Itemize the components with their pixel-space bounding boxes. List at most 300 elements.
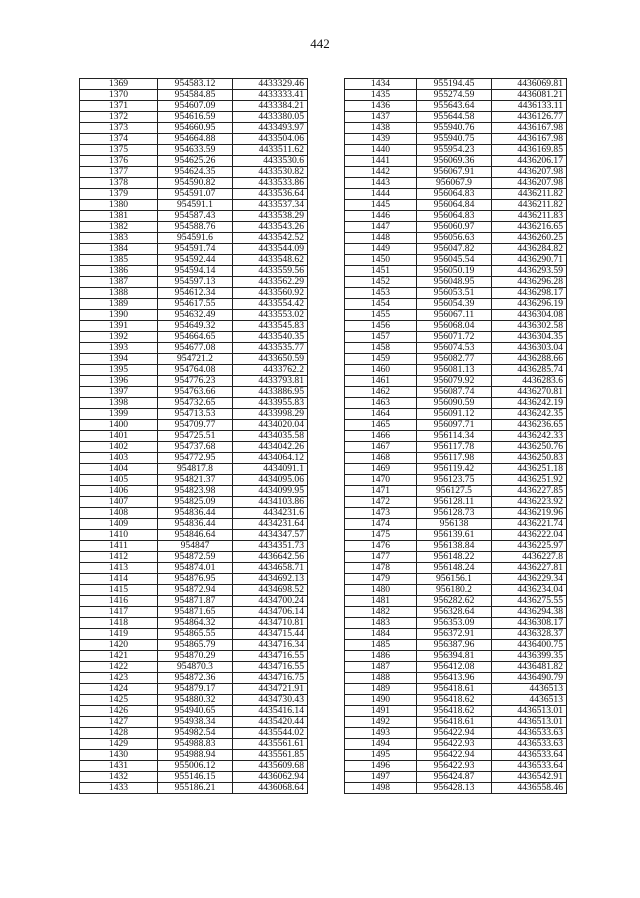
- point-number: 1466: [345, 431, 417, 442]
- coordinates-table-left: [79, 78, 308, 794]
- x-coordinate: 954880.32: [158, 695, 233, 706]
- x-coordinate: 956067.11: [417, 310, 492, 321]
- table-row: [80, 266, 308, 277]
- point-number: 1425: [80, 695, 158, 706]
- y-coordinate: 4436399.35: [492, 651, 567, 662]
- x-coordinate: 956053.51: [417, 288, 492, 299]
- y-coordinate: 4433536.64: [233, 189, 308, 200]
- point-number: 1496: [345, 761, 417, 772]
- point-number: 1498: [345, 783, 417, 794]
- x-coordinate: 954607.09: [158, 101, 233, 112]
- table-row: [80, 222, 308, 233]
- table-row: [80, 464, 308, 475]
- y-coordinate: 4436400.75: [492, 640, 567, 651]
- point-number: 1458: [345, 343, 417, 354]
- table-row: [345, 640, 567, 651]
- x-coordinate: 956127.5: [417, 486, 492, 497]
- table-row: [345, 398, 567, 409]
- table-row: [345, 574, 567, 585]
- table-row: [80, 420, 308, 431]
- x-coordinate: 954616.59: [158, 112, 233, 123]
- table-row: [80, 728, 308, 739]
- x-coordinate: 956081.13: [417, 365, 492, 376]
- x-coordinate: 956064.83: [417, 189, 492, 200]
- y-coordinate: 4436533.63: [492, 728, 567, 739]
- y-coordinate: 4436216.65: [492, 222, 567, 233]
- x-coordinate: 954725.51: [158, 431, 233, 442]
- x-coordinate: 954940.65: [158, 706, 233, 717]
- point-number: 1391: [80, 321, 158, 332]
- coordinates-table-right-body: [345, 79, 567, 794]
- x-coordinate: 956064.84: [417, 200, 492, 211]
- x-coordinate: 956045.54: [417, 255, 492, 266]
- table-row: [345, 486, 567, 497]
- x-coordinate: 956372.91: [417, 629, 492, 640]
- y-coordinate: 4433530.82: [233, 167, 308, 178]
- point-number: 1426: [80, 706, 158, 717]
- page-number: 442: [310, 36, 330, 51]
- point-number: 1454: [345, 299, 417, 310]
- x-coordinate: 954612.34: [158, 288, 233, 299]
- y-coordinate: 4436062.94: [233, 772, 308, 783]
- table-row: [80, 288, 308, 299]
- y-coordinate: 4433998.29: [233, 409, 308, 420]
- x-coordinate: 954660.95: [158, 123, 233, 134]
- x-coordinate: 954591.6: [158, 233, 233, 244]
- y-coordinate: 4434658.71: [233, 563, 308, 574]
- point-number: 1483: [345, 618, 417, 629]
- y-coordinate: 4436126.77: [492, 112, 567, 123]
- y-coordinate: 4436513: [492, 684, 567, 695]
- point-number: 1459: [345, 354, 417, 365]
- y-coordinate: 4436513.01: [492, 706, 567, 717]
- x-coordinate: 954625.26: [158, 156, 233, 167]
- y-coordinate: 4436304.08: [492, 310, 567, 321]
- y-coordinate: 4436250.76: [492, 442, 567, 453]
- y-coordinate: 4433562.29: [233, 277, 308, 288]
- point-number: 1442: [345, 167, 417, 178]
- x-coordinate: 954721.2: [158, 354, 233, 365]
- x-coordinate: 954713.53: [158, 409, 233, 420]
- table-row: [345, 684, 567, 695]
- x-coordinate: 956054.39: [417, 299, 492, 310]
- point-number: 1394: [80, 354, 158, 365]
- point-number: 1378: [80, 178, 158, 189]
- x-coordinate: 954624.35: [158, 167, 233, 178]
- y-coordinate: 4436081.21: [492, 90, 567, 101]
- point-number: 1486: [345, 651, 417, 662]
- point-number: 1383: [80, 233, 158, 244]
- table-row: [345, 134, 567, 145]
- table-row: [80, 299, 308, 310]
- y-coordinate: 4436558.46: [492, 783, 567, 794]
- table-row: [345, 90, 567, 101]
- x-coordinate: 956087.74: [417, 387, 492, 398]
- point-number: 1400: [80, 420, 158, 431]
- x-coordinate: 955186.21: [158, 783, 233, 794]
- y-coordinate: 4436225.97: [492, 541, 567, 552]
- point-number: 1395: [80, 365, 158, 376]
- x-coordinate: 954871.65: [158, 607, 233, 618]
- point-number: 1403: [80, 453, 158, 464]
- table-row: [80, 684, 308, 695]
- table-row: [345, 266, 567, 277]
- point-number: 1429: [80, 739, 158, 750]
- point-number: 1461: [345, 376, 417, 387]
- x-coordinate: 956117.78: [417, 442, 492, 453]
- table-row: [345, 343, 567, 354]
- y-coordinate: 4433955.83: [233, 398, 308, 409]
- table-row: [80, 453, 308, 464]
- y-coordinate: 4436222.04: [492, 530, 567, 541]
- y-coordinate: 4436227.85: [492, 486, 567, 497]
- y-coordinate: 4433538.29: [233, 211, 308, 222]
- table-row: [345, 288, 567, 299]
- point-number: 1373: [80, 123, 158, 134]
- y-coordinate: 4436227.8: [492, 552, 567, 563]
- x-coordinate: 954870.29: [158, 651, 233, 662]
- x-coordinate: 954632.49: [158, 310, 233, 321]
- x-coordinate: 954865.79: [158, 640, 233, 651]
- x-coordinate: 954597.13: [158, 277, 233, 288]
- point-number: 1490: [345, 695, 417, 706]
- x-coordinate: 956422.94: [417, 728, 492, 739]
- point-number: 1409: [80, 519, 158, 530]
- table-row: [80, 431, 308, 442]
- table-row: [80, 618, 308, 629]
- point-number: 1456: [345, 321, 417, 332]
- table-row: [345, 673, 567, 684]
- table-row: [345, 739, 567, 750]
- x-coordinate: 954592.44: [158, 255, 233, 266]
- y-coordinate: 4436169.85: [492, 145, 567, 156]
- table-row: [80, 255, 308, 266]
- x-coordinate: 954817.8: [158, 464, 233, 475]
- table-row: [80, 244, 308, 255]
- y-coordinate: 4436242.35: [492, 409, 567, 420]
- y-coordinate: 4433545.83: [233, 321, 308, 332]
- point-number: 1397: [80, 387, 158, 398]
- point-number: 1386: [80, 266, 158, 277]
- point-number: 1451: [345, 266, 417, 277]
- table-row: [345, 750, 567, 761]
- point-number: 1411: [80, 541, 158, 552]
- y-coordinate: 4434351.73: [233, 541, 308, 552]
- table-row: [80, 596, 308, 607]
- table-row: [345, 651, 567, 662]
- y-coordinate: 4436533.64: [492, 750, 567, 761]
- y-coordinate: 4433650.59: [233, 354, 308, 365]
- x-coordinate: 956082.77: [417, 354, 492, 365]
- y-coordinate: 4434716.75: [233, 673, 308, 684]
- point-number: 1479: [345, 574, 417, 585]
- y-coordinate: 4434231.64: [233, 519, 308, 530]
- point-number: 1469: [345, 464, 417, 475]
- x-coordinate: 956079.92: [417, 376, 492, 387]
- point-number: 1441: [345, 156, 417, 167]
- point-number: 1419: [80, 629, 158, 640]
- point-number: 1371: [80, 101, 158, 112]
- y-coordinate: 4435416.14: [233, 706, 308, 717]
- x-coordinate: 956387.96: [417, 640, 492, 651]
- y-coordinate: 4436207.98: [492, 178, 567, 189]
- x-coordinate: 956353.09: [417, 618, 492, 629]
- point-number: 1417: [80, 607, 158, 618]
- x-coordinate: 956418.61: [417, 684, 492, 695]
- table-row: [345, 783, 567, 794]
- y-coordinate: 4436223.92: [492, 497, 567, 508]
- point-number: 1387: [80, 277, 158, 288]
- x-coordinate: 956047.82: [417, 244, 492, 255]
- point-number: 1457: [345, 332, 417, 343]
- point-number: 1447: [345, 222, 417, 233]
- x-coordinate: 956097.71: [417, 420, 492, 431]
- x-coordinate: 954870.3: [158, 662, 233, 673]
- x-coordinate: 954709.77: [158, 420, 233, 431]
- x-coordinate: 955643.64: [417, 101, 492, 112]
- x-coordinate: 954588.76: [158, 222, 233, 233]
- table-row: [80, 519, 308, 530]
- x-coordinate: 956114.34: [417, 431, 492, 442]
- point-number: 1421: [80, 651, 158, 662]
- x-coordinate: 954864.32: [158, 618, 233, 629]
- y-coordinate: 4436221.74: [492, 519, 567, 530]
- x-coordinate: 954764.08: [158, 365, 233, 376]
- point-number: 1377: [80, 167, 158, 178]
- table-row: [80, 651, 308, 662]
- x-coordinate: 954584.85: [158, 90, 233, 101]
- x-coordinate: 955940.76: [417, 123, 492, 134]
- x-coordinate: 954664.88: [158, 134, 233, 145]
- point-number: 1464: [345, 409, 417, 420]
- table-row: [80, 772, 308, 783]
- table-row: [80, 365, 308, 376]
- y-coordinate: 4435609.68: [233, 761, 308, 772]
- point-number: 1476: [345, 541, 417, 552]
- table-row: [345, 409, 567, 420]
- y-coordinate: 4434103.86: [233, 497, 308, 508]
- table-row: [345, 222, 567, 233]
- x-coordinate: 954871.87: [158, 596, 233, 607]
- x-coordinate: 954763.66: [158, 387, 233, 398]
- point-number: 1487: [345, 662, 417, 673]
- table-row: [80, 79, 308, 90]
- y-coordinate: 4436211.83: [492, 211, 567, 222]
- y-coordinate: 4436513: [492, 695, 567, 706]
- coordinates-table-left-body: [80, 79, 308, 794]
- y-coordinate: 4433560.92: [233, 288, 308, 299]
- table-row: [80, 739, 308, 750]
- x-coordinate: 956067.9: [417, 178, 492, 189]
- y-coordinate: 4433762.2: [233, 365, 308, 376]
- point-number: 1434: [345, 79, 417, 90]
- point-number: 1440: [345, 145, 417, 156]
- x-coordinate: 954633.59: [158, 145, 233, 156]
- x-coordinate: 956123.75: [417, 475, 492, 486]
- table-row: [345, 211, 567, 222]
- x-coordinate: 956128.73: [417, 508, 492, 519]
- point-number: 1445: [345, 200, 417, 211]
- x-coordinate: 954988.94: [158, 750, 233, 761]
- x-coordinate: 956138.84: [417, 541, 492, 552]
- table-row: [345, 541, 567, 552]
- coordinates-table-right: [344, 78, 567, 794]
- table-row: [80, 409, 308, 420]
- point-number: 1472: [345, 497, 417, 508]
- y-coordinate: 4433559.56: [233, 266, 308, 277]
- table-row: [80, 442, 308, 453]
- x-coordinate: 956139.61: [417, 530, 492, 541]
- y-coordinate: 4436167.98: [492, 123, 567, 134]
- point-number: 1385: [80, 255, 158, 266]
- point-number: 1467: [345, 442, 417, 453]
- point-number: 1374: [80, 134, 158, 145]
- x-coordinate: 956060.97: [417, 222, 492, 233]
- table-row: [345, 453, 567, 464]
- point-number: 1470: [345, 475, 417, 486]
- y-coordinate: 4436250.83: [492, 453, 567, 464]
- point-number: 1412: [80, 552, 158, 563]
- x-coordinate: 954617.55: [158, 299, 233, 310]
- point-number: 1405: [80, 475, 158, 486]
- table-row: [80, 563, 308, 574]
- x-coordinate: 956328.64: [417, 607, 492, 618]
- table-row: [80, 178, 308, 189]
- y-coordinate: 4436490.79: [492, 673, 567, 684]
- table-row: [80, 783, 308, 794]
- point-number: 1420: [80, 640, 158, 651]
- point-number: 1485: [345, 640, 417, 651]
- point-number: 1443: [345, 178, 417, 189]
- x-coordinate: 956180.2: [417, 585, 492, 596]
- x-coordinate: 956148.22: [417, 552, 492, 563]
- table-row: [345, 310, 567, 321]
- y-coordinate: 4436242.19: [492, 398, 567, 409]
- point-number: 1480: [345, 585, 417, 596]
- table-row: [80, 112, 308, 123]
- y-coordinate: 4434700.24: [233, 596, 308, 607]
- x-coordinate: 954876.95: [158, 574, 233, 585]
- point-number: 1468: [345, 453, 417, 464]
- table-row: [80, 145, 308, 156]
- table-row: [80, 343, 308, 354]
- x-coordinate: 954823.98: [158, 486, 233, 497]
- y-coordinate: 4436206.17: [492, 156, 567, 167]
- x-coordinate: 956412.08: [417, 662, 492, 673]
- table-row: [345, 728, 567, 739]
- y-coordinate: 4434035.58: [233, 431, 308, 442]
- y-coordinate: 4436133.11: [492, 101, 567, 112]
- y-coordinate: 4436298.17: [492, 288, 567, 299]
- point-number: 1418: [80, 618, 158, 629]
- x-coordinate: 956156.1: [417, 574, 492, 585]
- x-coordinate: 954772.95: [158, 453, 233, 464]
- x-coordinate: 956068.04: [417, 321, 492, 332]
- y-coordinate: 4433537.34: [233, 200, 308, 211]
- point-number: 1491: [345, 706, 417, 717]
- table-row: [80, 387, 308, 398]
- table-row: [345, 772, 567, 783]
- point-number: 1482: [345, 607, 417, 618]
- table-row: [345, 189, 567, 200]
- table-row: [80, 761, 308, 772]
- y-coordinate: 4434692.13: [233, 574, 308, 585]
- table-row: [345, 497, 567, 508]
- y-coordinate: 4436290.71: [492, 255, 567, 266]
- y-coordinate: 4434706.14: [233, 607, 308, 618]
- table-row: [345, 200, 567, 211]
- y-coordinate: 4434730.43: [233, 695, 308, 706]
- y-coordinate: 4436236.65: [492, 420, 567, 431]
- point-number: 1369: [80, 79, 158, 90]
- x-coordinate: 954664.65: [158, 332, 233, 343]
- y-coordinate: 4433793.81: [233, 376, 308, 387]
- y-coordinate: 4436229.34: [492, 574, 567, 585]
- y-coordinate: 4434020.04: [233, 420, 308, 431]
- y-coordinate: 4434721.91: [233, 684, 308, 695]
- y-coordinate: 4436275.55: [492, 596, 567, 607]
- y-coordinate: 4433543.26: [233, 222, 308, 233]
- table-row: [345, 607, 567, 618]
- x-coordinate: 954879.17: [158, 684, 233, 695]
- y-coordinate: 4434347.57: [233, 530, 308, 541]
- x-coordinate: 956128.11: [417, 497, 492, 508]
- x-coordinate: 954590.82: [158, 178, 233, 189]
- point-number: 1463: [345, 398, 417, 409]
- y-coordinate: 4433333.41: [233, 90, 308, 101]
- table-row: [345, 156, 567, 167]
- point-number: 1449: [345, 244, 417, 255]
- y-coordinate: 4436533.64: [492, 761, 567, 772]
- y-coordinate: 4434231.6: [233, 508, 308, 519]
- y-coordinate: 4436234.04: [492, 585, 567, 596]
- x-coordinate: 956422.93: [417, 739, 492, 750]
- y-coordinate: 4436260.25: [492, 233, 567, 244]
- x-coordinate: 955644.58: [417, 112, 492, 123]
- table-row: [80, 354, 308, 365]
- point-number: 1477: [345, 552, 417, 563]
- point-number: 1424: [80, 684, 158, 695]
- point-number: 1430: [80, 750, 158, 761]
- point-number: 1431: [80, 761, 158, 772]
- table-row: [345, 431, 567, 442]
- table-row: [80, 607, 308, 618]
- x-coordinate: 954732.65: [158, 398, 233, 409]
- y-coordinate: 4435561.61: [233, 739, 308, 750]
- x-coordinate: 954587.43: [158, 211, 233, 222]
- point-number: 1478: [345, 563, 417, 574]
- point-number: 1372: [80, 112, 158, 123]
- x-coordinate: 954988.83: [158, 739, 233, 750]
- table-row: [80, 167, 308, 178]
- y-coordinate: 4433540.35: [233, 332, 308, 343]
- y-coordinate: 4434698.52: [233, 585, 308, 596]
- x-coordinate: 954583.12: [158, 79, 233, 90]
- table-row: [80, 398, 308, 409]
- point-number: 1448: [345, 233, 417, 244]
- x-coordinate: 954591.74: [158, 244, 233, 255]
- table-row: [345, 178, 567, 189]
- table-row: [80, 750, 308, 761]
- table-row: [80, 211, 308, 222]
- point-number: 1481: [345, 596, 417, 607]
- x-coordinate: 956424.87: [417, 772, 492, 783]
- x-coordinate: 956117.98: [417, 453, 492, 464]
- table-row: [80, 497, 308, 508]
- point-number: 1399: [80, 409, 158, 420]
- y-coordinate: 4436288.66: [492, 354, 567, 365]
- point-number: 1446: [345, 211, 417, 222]
